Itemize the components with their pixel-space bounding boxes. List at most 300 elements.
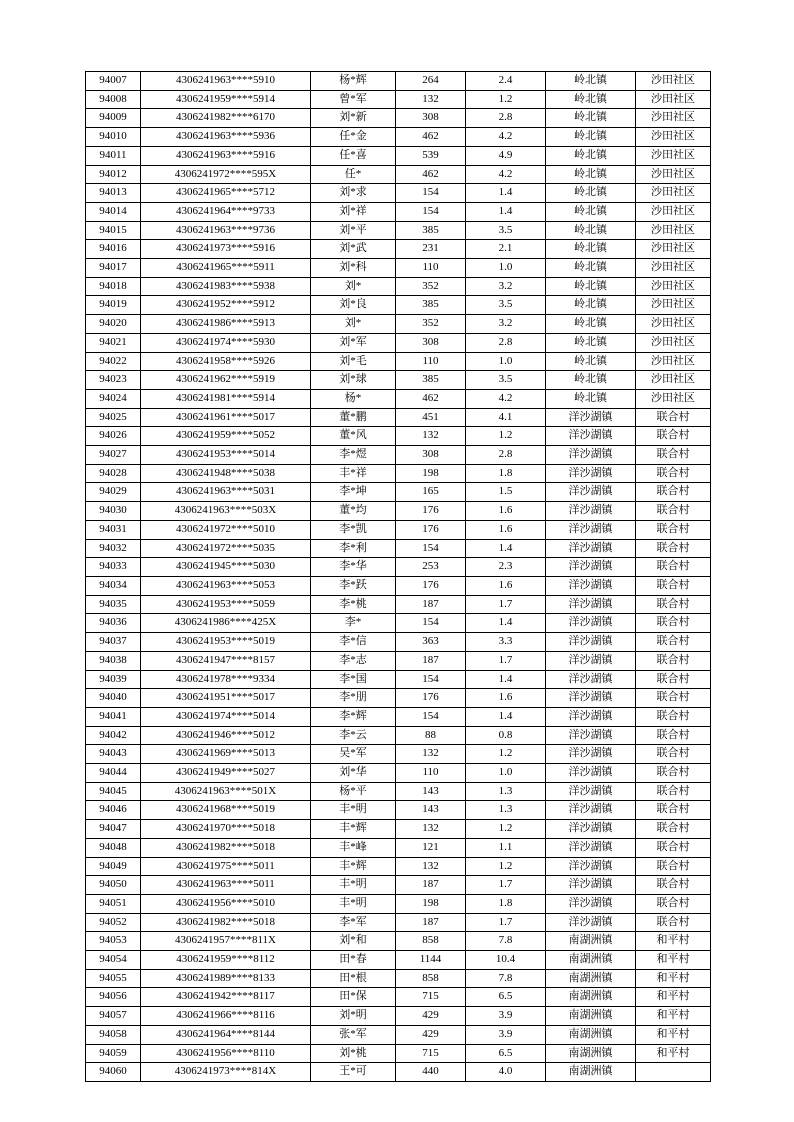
cell-amount: 154 [396, 184, 466, 203]
cell-id-number: 4306241949****5027 [141, 764, 311, 783]
cell-town: 岭北镇 [546, 165, 636, 184]
cell-town: 洋沙湖镇 [546, 726, 636, 745]
cell-serial-number: 94057 [86, 1007, 141, 1026]
cell-name: 李*凯 [311, 520, 396, 539]
table-row [86, 1025, 711, 1044]
cell-village: 沙田社区 [636, 109, 711, 128]
cell-rate: 7.8 [466, 932, 546, 951]
cell-amount: 231 [396, 240, 466, 259]
cell-id-number: 4306241948****5038 [141, 464, 311, 483]
cell-town: 洋沙湖镇 [546, 857, 636, 876]
cell-name: 李*军 [311, 913, 396, 932]
cell-village: 联合村 [636, 464, 711, 483]
cell-village: 沙田社区 [636, 240, 711, 259]
cell-id-number: 4306241964****8144 [141, 1025, 311, 1044]
cell-serial-number: 94008 [86, 90, 141, 109]
cell-village: 沙田社区 [636, 184, 711, 203]
cell-serial-number: 94048 [86, 838, 141, 857]
cell-rate: 10.4 [466, 951, 546, 970]
cell-id-number: 4306241963****5031 [141, 483, 311, 502]
cell-amount: 132 [396, 857, 466, 876]
cell-id-number: 4306241959****5914 [141, 90, 311, 109]
cell-name: 田*根 [311, 969, 396, 988]
cell-rate: 2.8 [466, 446, 546, 465]
cell-serial-number: 94043 [86, 745, 141, 764]
cell-amount: 308 [396, 109, 466, 128]
cell-name: 刘*军 [311, 333, 396, 352]
cell-id-number: 4306241983****5938 [141, 277, 311, 296]
cell-serial-number: 94026 [86, 427, 141, 446]
table-row [86, 932, 711, 951]
cell-rate: 6.5 [466, 988, 546, 1007]
cell-amount: 385 [396, 221, 466, 240]
cell-name: 李*坤 [311, 483, 396, 502]
cell-serial-number: 94045 [86, 782, 141, 801]
cell-serial-number: 94047 [86, 820, 141, 839]
cell-village: 沙田社区 [636, 389, 711, 408]
cell-town: 洋沙湖镇 [546, 764, 636, 783]
cell-rate: 1.2 [466, 745, 546, 764]
cell-name: 刘*科 [311, 259, 396, 278]
cell-town: 岭北镇 [546, 259, 636, 278]
cell-id-number: 4306241963****5011 [141, 876, 311, 895]
cell-village: 和平村 [636, 932, 711, 951]
table-row [86, 595, 711, 614]
cell-serial-number: 94052 [86, 913, 141, 932]
cell-village: 联合村 [636, 857, 711, 876]
cell-rate: 1.7 [466, 876, 546, 895]
cell-town: 岭北镇 [546, 315, 636, 334]
cell-name: 丰*明 [311, 801, 396, 820]
cell-rate: 0.8 [466, 726, 546, 745]
cell-name: 任* [311, 165, 396, 184]
benefit-roster-table [85, 71, 711, 1082]
cell-amount: 154 [396, 614, 466, 633]
cell-village: 和平村 [636, 951, 711, 970]
cell-amount: 154 [396, 539, 466, 558]
cell-village: 和平村 [636, 1007, 711, 1026]
cell-serial-number: 94015 [86, 221, 141, 240]
cell-serial-number: 94014 [86, 202, 141, 221]
cell-town: 洋沙湖镇 [546, 745, 636, 764]
cell-village: 沙田社区 [636, 296, 711, 315]
cell-serial-number: 94059 [86, 1044, 141, 1063]
table-row [86, 764, 711, 783]
cell-town: 洋沙湖镇 [546, 670, 636, 689]
cell-village: 沙田社区 [636, 202, 711, 221]
cell-town: 岭北镇 [546, 352, 636, 371]
table-row [86, 726, 711, 745]
cell-village: 联合村 [636, 633, 711, 652]
table-row [86, 389, 711, 408]
cell-village: 沙田社区 [636, 333, 711, 352]
cell-name: 田*保 [311, 988, 396, 1007]
cell-serial-number: 94010 [86, 128, 141, 147]
cell-amount: 110 [396, 764, 466, 783]
cell-id-number: 4306241972****5010 [141, 520, 311, 539]
cell-amount: 715 [396, 988, 466, 1007]
cell-rate: 1.4 [466, 202, 546, 221]
cell-village: 联合村 [636, 913, 711, 932]
cell-id-number: 4306241963****5916 [141, 146, 311, 165]
table-row [86, 633, 711, 652]
cell-rate: 4.2 [466, 128, 546, 147]
cell-village: 和平村 [636, 988, 711, 1007]
cell-serial-number: 94029 [86, 483, 141, 502]
cell-village: 沙田社区 [636, 315, 711, 334]
cell-serial-number: 94031 [86, 520, 141, 539]
cell-rate: 1.8 [466, 894, 546, 913]
cell-serial-number: 94058 [86, 1025, 141, 1044]
cell-name: 董*均 [311, 502, 396, 521]
cell-name: 杨* [311, 389, 396, 408]
cell-name: 吴*军 [311, 745, 396, 764]
cell-amount: 176 [396, 502, 466, 521]
cell-amount: 308 [396, 446, 466, 465]
cell-village: 沙田社区 [636, 165, 711, 184]
table-row [86, 483, 711, 502]
cell-rate: 3.5 [466, 296, 546, 315]
cell-serial-number: 94009 [86, 109, 141, 128]
cell-amount: 1144 [396, 951, 466, 970]
cell-amount: 176 [396, 689, 466, 708]
cell-amount: 154 [396, 670, 466, 689]
cell-rate: 6.5 [466, 1044, 546, 1063]
cell-name: 李*跃 [311, 576, 396, 595]
cell-village: 和平村 [636, 1025, 711, 1044]
cell-village: 联合村 [636, 483, 711, 502]
cell-amount: 462 [396, 389, 466, 408]
cell-amount: 187 [396, 913, 466, 932]
table-row [86, 1007, 711, 1026]
table-row [86, 745, 711, 764]
cell-amount: 132 [396, 90, 466, 109]
cell-id-number: 4306241963****5910 [141, 72, 311, 91]
cell-name: 刘*良 [311, 296, 396, 315]
cell-town: 岭北镇 [546, 277, 636, 296]
cell-serial-number: 94053 [86, 932, 141, 951]
cell-serial-number: 94038 [86, 651, 141, 670]
cell-name: 李*朋 [311, 689, 396, 708]
cell-town: 洋沙湖镇 [546, 782, 636, 801]
cell-village: 沙田社区 [636, 277, 711, 296]
cell-village: 联合村 [636, 502, 711, 521]
cell-name: 刘* [311, 315, 396, 334]
cell-rate: 1.8 [466, 464, 546, 483]
cell-rate: 1.4 [466, 670, 546, 689]
table-row [86, 464, 711, 483]
cell-village: 联合村 [636, 801, 711, 820]
cell-town: 岭北镇 [546, 72, 636, 91]
cell-town: 南湖洲镇 [546, 932, 636, 951]
cell-id-number: 4306241969****5013 [141, 745, 311, 764]
cell-rate: 1.7 [466, 913, 546, 932]
cell-rate: 3.9 [466, 1007, 546, 1026]
cell-village: 联合村 [636, 595, 711, 614]
table-row [86, 259, 711, 278]
cell-amount: 363 [396, 633, 466, 652]
cell-name: 董*风 [311, 427, 396, 446]
cell-town: 洋沙湖镇 [546, 651, 636, 670]
table-row [86, 782, 711, 801]
cell-rate: 1.3 [466, 782, 546, 801]
cell-rate: 4.0 [466, 1063, 546, 1082]
cell-town: 洋沙湖镇 [546, 595, 636, 614]
table-row [86, 969, 711, 988]
cell-village: 联合村 [636, 726, 711, 745]
cell-rate: 1.1 [466, 838, 546, 857]
cell-town: 南湖洲镇 [546, 988, 636, 1007]
cell-town: 洋沙湖镇 [546, 820, 636, 839]
cell-name: 刘*桃 [311, 1044, 396, 1063]
cell-town: 洋沙湖镇 [546, 633, 636, 652]
cell-id-number: 4306241963****5936 [141, 128, 311, 147]
cell-town: 洋沙湖镇 [546, 689, 636, 708]
cell-amount: 858 [396, 969, 466, 988]
cell-name: 刘*平 [311, 221, 396, 240]
cell-village: 联合村 [636, 876, 711, 895]
cell-town: 南湖洲镇 [546, 1063, 636, 1082]
cell-village: 联合村 [636, 651, 711, 670]
cell-amount: 308 [396, 333, 466, 352]
table-row [86, 446, 711, 465]
cell-id-number: 4306241970****5018 [141, 820, 311, 839]
cell-amount: 176 [396, 576, 466, 595]
cell-amount: 187 [396, 651, 466, 670]
table-row [86, 801, 711, 820]
cell-rate: 4.1 [466, 408, 546, 427]
cell-town: 洋沙湖镇 [546, 876, 636, 895]
cell-village: 沙田社区 [636, 371, 711, 390]
cell-name: 李*国 [311, 670, 396, 689]
cell-serial-number: 94050 [86, 876, 141, 895]
cell-amount: 165 [396, 483, 466, 502]
table-row [86, 315, 711, 334]
cell-village: 联合村 [636, 689, 711, 708]
cell-id-number: 4306241986****5913 [141, 315, 311, 334]
cell-amount: 132 [396, 427, 466, 446]
cell-id-number: 4306241953****5019 [141, 633, 311, 652]
cell-rate: 1.2 [466, 90, 546, 109]
table-row [86, 894, 711, 913]
cell-name: 张*军 [311, 1025, 396, 1044]
cell-name: 丰*祥 [311, 464, 396, 483]
cell-serial-number: 94046 [86, 801, 141, 820]
cell-name: 刘*明 [311, 1007, 396, 1026]
cell-id-number: 4306241956****8110 [141, 1044, 311, 1063]
cell-village: 联合村 [636, 745, 711, 764]
cell-rate: 1.0 [466, 764, 546, 783]
cell-name: 任*喜 [311, 146, 396, 165]
cell-id-number: 4306241953****5059 [141, 595, 311, 614]
cell-id-number: 4306241973****5916 [141, 240, 311, 259]
cell-name: 李*华 [311, 558, 396, 577]
table-row [86, 184, 711, 203]
cell-town: 岭北镇 [546, 128, 636, 147]
cell-serial-number: 94023 [86, 371, 141, 390]
table-row [86, 72, 711, 91]
cell-town: 洋沙湖镇 [546, 894, 636, 913]
cell-rate: 4.9 [466, 146, 546, 165]
cell-serial-number: 94007 [86, 72, 141, 91]
table-row [86, 614, 711, 633]
cell-town: 洋沙湖镇 [546, 801, 636, 820]
cell-amount: 143 [396, 801, 466, 820]
cell-amount: 462 [396, 165, 466, 184]
cell-serial-number: 94036 [86, 614, 141, 633]
cell-name: 丰*明 [311, 894, 396, 913]
cell-id-number: 4306241961****5017 [141, 408, 311, 427]
table-row [86, 240, 711, 259]
table-row [86, 1044, 711, 1063]
cell-name: 李*志 [311, 651, 396, 670]
cell-town: 洋沙湖镇 [546, 576, 636, 595]
table-row [86, 857, 711, 876]
cell-id-number: 4306241981****5914 [141, 389, 311, 408]
cell-id-number: 4306241951****5017 [141, 689, 311, 708]
cell-id-number: 4306241947****8157 [141, 651, 311, 670]
cell-serial-number: 94030 [86, 502, 141, 521]
cell-serial-number: 94024 [86, 389, 141, 408]
table-row [86, 165, 711, 184]
table-row [86, 1063, 711, 1082]
table-row [86, 333, 711, 352]
cell-name: 刘*球 [311, 371, 396, 390]
cell-name: 丰*辉 [311, 820, 396, 839]
cell-name: 丰*辉 [311, 857, 396, 876]
cell-id-number: 4306241957****811X [141, 932, 311, 951]
cell-serial-number: 94037 [86, 633, 141, 652]
cell-amount: 253 [396, 558, 466, 577]
cell-name: 李*信 [311, 633, 396, 652]
cell-town: 南湖洲镇 [546, 1025, 636, 1044]
cell-rate: 2.8 [466, 333, 546, 352]
table-body [86, 72, 711, 1082]
cell-id-number: 4306241956****5010 [141, 894, 311, 913]
table-row [86, 988, 711, 1007]
cell-town: 岭北镇 [546, 184, 636, 203]
cell-village: 联合村 [636, 838, 711, 857]
table-row [86, 913, 711, 932]
cell-serial-number: 94035 [86, 595, 141, 614]
cell-name: 刘*祥 [311, 202, 396, 221]
cell-serial-number: 94022 [86, 352, 141, 371]
cell-rate: 1.6 [466, 520, 546, 539]
cell-village: 联合村 [636, 782, 711, 801]
cell-village: 联合村 [636, 707, 711, 726]
table-row [86, 520, 711, 539]
cell-serial-number: 94033 [86, 558, 141, 577]
cell-rate: 1.6 [466, 576, 546, 595]
cell-rate: 1.2 [466, 820, 546, 839]
cell-id-number: 4306241965****5911 [141, 259, 311, 278]
cell-amount: 385 [396, 296, 466, 315]
table-row [86, 876, 711, 895]
cell-serial-number: 94055 [86, 969, 141, 988]
cell-town: 洋沙湖镇 [546, 464, 636, 483]
table-row [86, 371, 711, 390]
table-row [86, 951, 711, 970]
cell-rate: 1.4 [466, 184, 546, 203]
cell-village: 和平村 [636, 1044, 711, 1063]
cell-serial-number: 94016 [86, 240, 141, 259]
cell-serial-number: 94011 [86, 146, 141, 165]
cell-town: 洋沙湖镇 [546, 408, 636, 427]
cell-serial-number: 94034 [86, 576, 141, 595]
cell-amount: 352 [396, 277, 466, 296]
cell-amount: 539 [396, 146, 466, 165]
cell-town: 岭北镇 [546, 221, 636, 240]
cell-village: 联合村 [636, 894, 711, 913]
cell-name: 杨*平 [311, 782, 396, 801]
cell-village: 联合村 [636, 670, 711, 689]
cell-town: 洋沙湖镇 [546, 558, 636, 577]
cell-id-number: 4306241963****503X [141, 502, 311, 521]
cell-amount: 385 [396, 371, 466, 390]
cell-town: 洋沙湖镇 [546, 614, 636, 633]
cell-id-number: 4306241963****9736 [141, 221, 311, 240]
cell-serial-number: 94019 [86, 296, 141, 315]
cell-amount: 121 [396, 838, 466, 857]
cell-amount: 132 [396, 820, 466, 839]
cell-id-number: 4306241952****5912 [141, 296, 311, 315]
cell-rate: 1.5 [466, 483, 546, 502]
table-row [86, 689, 711, 708]
cell-name: 李*辉 [311, 707, 396, 726]
cell-rate: 1.6 [466, 502, 546, 521]
cell-town: 岭北镇 [546, 296, 636, 315]
cell-town: 洋沙湖镇 [546, 483, 636, 502]
cell-rate: 1.7 [466, 595, 546, 614]
cell-rate: 2.1 [466, 240, 546, 259]
cell-id-number: 4306241982****6170 [141, 109, 311, 128]
cell-amount: 264 [396, 72, 466, 91]
cell-id-number: 4306241964****9733 [141, 202, 311, 221]
table-row [86, 539, 711, 558]
cell-id-number: 4306241965****5712 [141, 184, 311, 203]
cell-village: 联合村 [636, 820, 711, 839]
cell-serial-number: 94049 [86, 857, 141, 876]
table-row [86, 707, 711, 726]
table-row [86, 109, 711, 128]
cell-serial-number: 94044 [86, 764, 141, 783]
cell-serial-number: 94056 [86, 988, 141, 1007]
cell-name: 丰*明 [311, 876, 396, 895]
cell-amount: 110 [396, 352, 466, 371]
cell-serial-number: 94028 [86, 464, 141, 483]
cell-serial-number: 94060 [86, 1063, 141, 1082]
cell-amount: 451 [396, 408, 466, 427]
cell-village: 沙田社区 [636, 221, 711, 240]
cell-village: 沙田社区 [636, 352, 711, 371]
cell-rate: 2.8 [466, 109, 546, 128]
cell-id-number: 4306241986****425X [141, 614, 311, 633]
cell-id-number: 4306241978****9334 [141, 670, 311, 689]
cell-amount: 440 [396, 1063, 466, 1082]
cell-village: 沙田社区 [636, 72, 711, 91]
cell-name: 刘*求 [311, 184, 396, 203]
cell-name: 杨*辉 [311, 72, 396, 91]
cell-id-number: 4306241963****5053 [141, 576, 311, 595]
cell-amount: 176 [396, 520, 466, 539]
cell-amount: 110 [396, 259, 466, 278]
cell-village: 联合村 [636, 427, 711, 446]
cell-amount: 154 [396, 202, 466, 221]
cell-id-number: 4306241958****5926 [141, 352, 311, 371]
cell-serial-number: 94013 [86, 184, 141, 203]
cell-town: 洋沙湖镇 [546, 539, 636, 558]
cell-town: 岭北镇 [546, 371, 636, 390]
